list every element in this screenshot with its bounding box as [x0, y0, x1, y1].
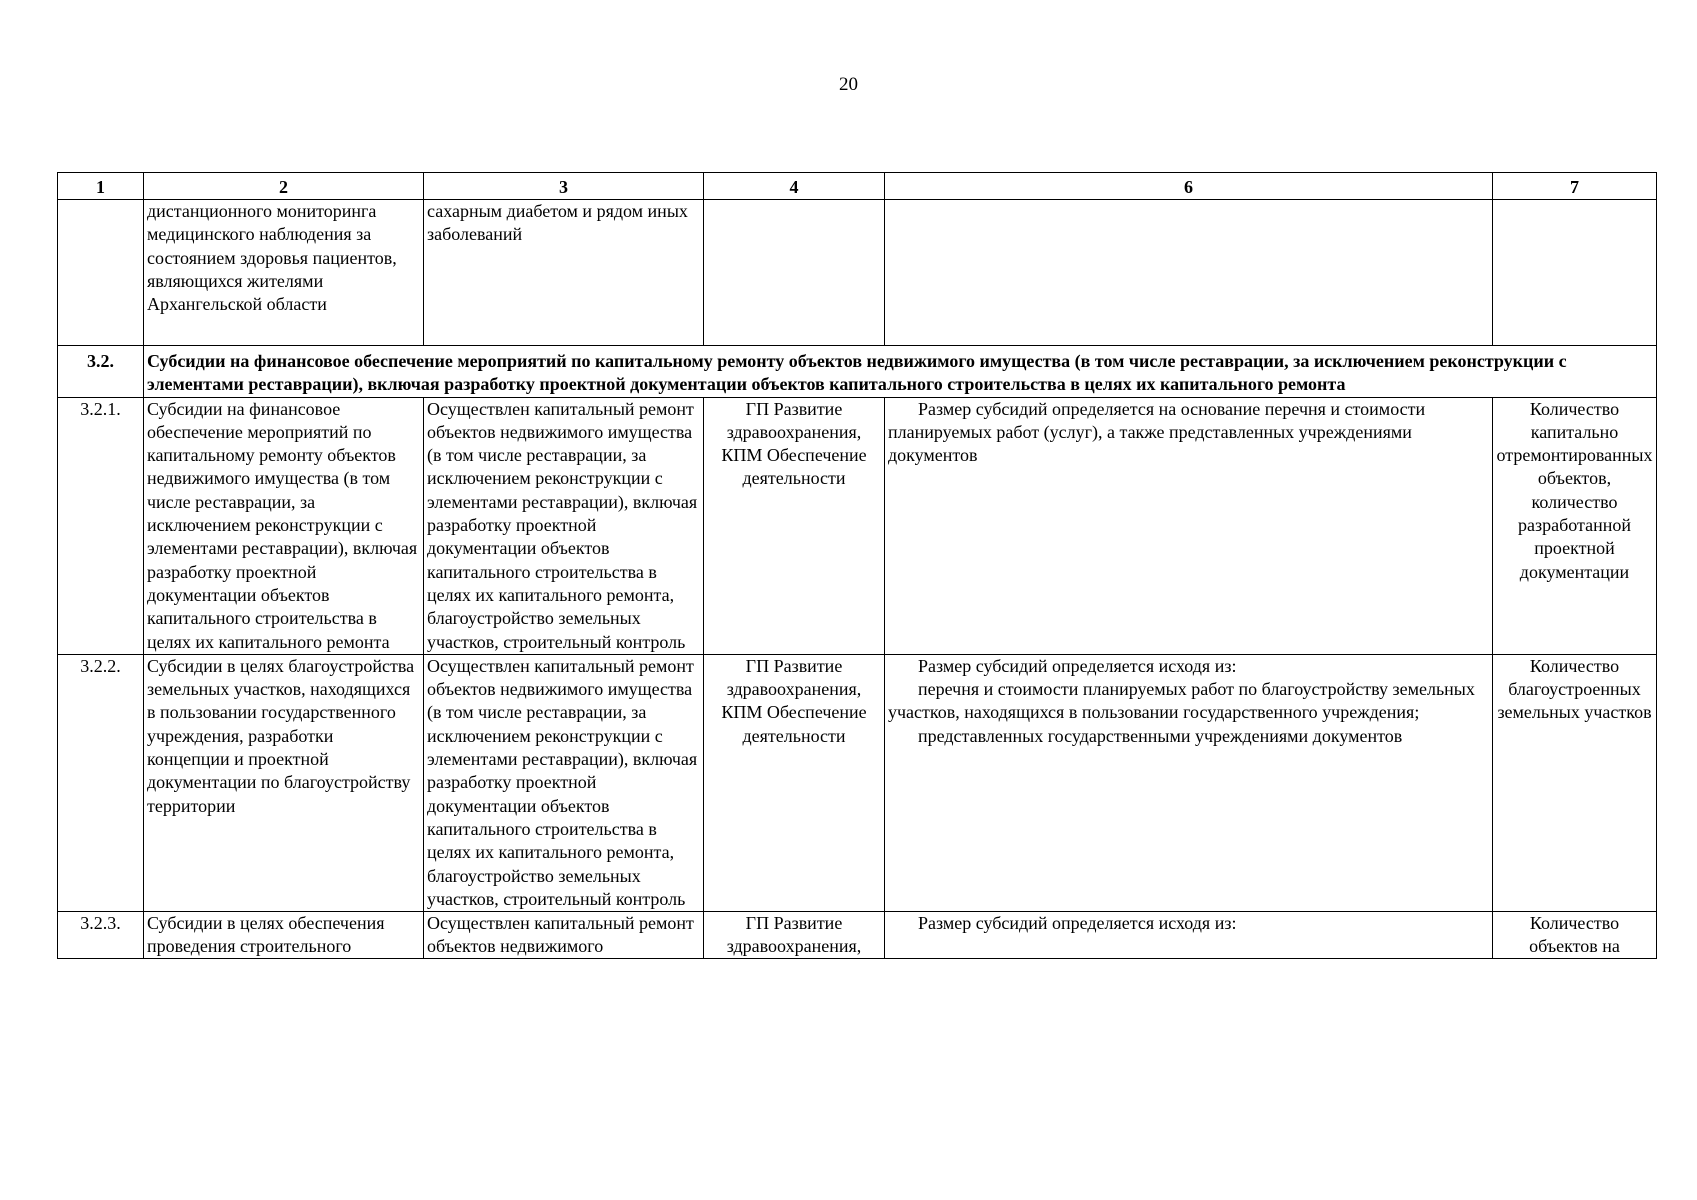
- cell-text: 3.2.3.: [80, 913, 121, 934]
- cell-responsible: [704, 912, 885, 959]
- table-row: [58, 397, 1657, 654]
- cell-text: ГП Развитие здравоохранения,: [726, 913, 862, 957]
- table-row: [58, 912, 1657, 959]
- method-paragraph: Размер субсидий определяется на основание перечня и стоимости планируемых работ (услуг), а также представленных учреждениями документов: [888, 398, 1426, 466]
- method-paragraph: Размер субсидий определяется исходя из:: [918, 655, 1237, 676]
- method-paragraph: Размер субсидий определяется исходя из:: [918, 913, 1237, 934]
- cell-responsible: ГП Развитие здравоохранения, КПМ Обеспечение деятельности: [704, 654, 885, 911]
- cell-result: Осуществлен капитальный ремонт объектов недвижимого имущества (в том числе реставрации, за исключением реконструкции с элементами реставрации), включая разработку проектной документации объектов капитального строительства в целях их капитального ремонта, благоустройство земельных участков, строительный контроль: [424, 397, 704, 654]
- data-table: [57, 172, 1657, 959]
- cell-indicator: [1493, 200, 1657, 346]
- cell-name: Субсидии в целях благоустройства земельных участков, находящихся в пользовании государственного учреждения, разработки концепции и проектной документации по благоустройству территории: [144, 654, 424, 911]
- section-title: Субсидии на финансовое обеспечение мероприятий по капитальному ремонту объектов недвижимого имущества (в том числе реставрации, за исключением реконструкции с элементами реставрации), включая разработку проектной документации объектов капитального строительства в целях их капитального ремонта: [144, 346, 1657, 398]
- header-col-1: 1: [58, 173, 144, 200]
- cell-responsible: [704, 200, 885, 346]
- cell-text: Субсидии в целях обеспечения проведения строительного: [147, 913, 385, 957]
- header-col-3: 3: [424, 173, 704, 200]
- cell-method: [885, 200, 1493, 346]
- cell-num: 3.2.2.: [58, 654, 144, 911]
- cell-name: [144, 912, 424, 959]
- header-col-7: 7: [1493, 173, 1657, 200]
- header-row: [58, 173, 1657, 200]
- page-number: 20: [839, 74, 858, 95]
- method-paragraph: представленных государственными учреждениями документов: [918, 725, 1403, 746]
- section-number: 3.2.: [58, 346, 144, 398]
- cell-indicator: Количество капитально отремонтированных объектов, количество разработанной проектной документации: [1493, 397, 1657, 654]
- table-row: [58, 654, 1657, 911]
- cell-name: Субсидии на финансовое обеспечение мероприятий по капитальному ремонту объектов недвижимого имущества (в том числе реставрации, за исключением реконструкции с элементами реставрации), включая разработку проектной документации объектов капитального строительства в целях их капитального ремонта: [144, 397, 424, 654]
- cell-text: Количество объектов на: [1529, 913, 1620, 957]
- cell-indicator: Количество благоустроенных земельных участков: [1493, 654, 1657, 911]
- table-row-continuation: [58, 200, 1657, 346]
- cell-method: [885, 397, 1493, 654]
- header-col-2: 2: [144, 173, 424, 200]
- cell-text: Осуществлен капитальный ремонт объектов недвижимого: [427, 913, 694, 957]
- section-row: [58, 346, 1657, 398]
- cell-num: [58, 912, 144, 959]
- cell-method: [885, 654, 1493, 911]
- cell-result: [424, 912, 704, 959]
- cell-num: 3.2.1.: [58, 397, 144, 654]
- header-col-6: 6: [885, 173, 1493, 200]
- header-col-4: 4: [704, 173, 885, 200]
- cell-indicator: [1493, 912, 1657, 959]
- method-paragraph: перечня и стоимости планируемых работ по благоустройству земельных участков, находящихся в пользовании государственного учреждения;: [888, 679, 1475, 723]
- cell-num: [58, 200, 144, 346]
- cell-result: сахарным диабетом и рядом иных заболеваний: [424, 200, 704, 346]
- cell-responsible: ГП Развитие здравоохранения, КПМ Обеспечение деятельности: [704, 397, 885, 654]
- cell-name: дистанционного мониторинга медицинского наблюдения за состоянием здоровья пациентов, являющихся жителями Архангельской области: [144, 200, 424, 346]
- cell-method: [885, 912, 1493, 959]
- cell-result: Осуществлен капитальный ремонт объектов недвижимого имущества (в том числе реставрации, за исключением реконструкции с элементами реставрации), включая разработку проектной документации объектов капитального строительства в целях их капитального ремонта, благоустройство земельных участков, строительный контроль: [424, 654, 704, 911]
